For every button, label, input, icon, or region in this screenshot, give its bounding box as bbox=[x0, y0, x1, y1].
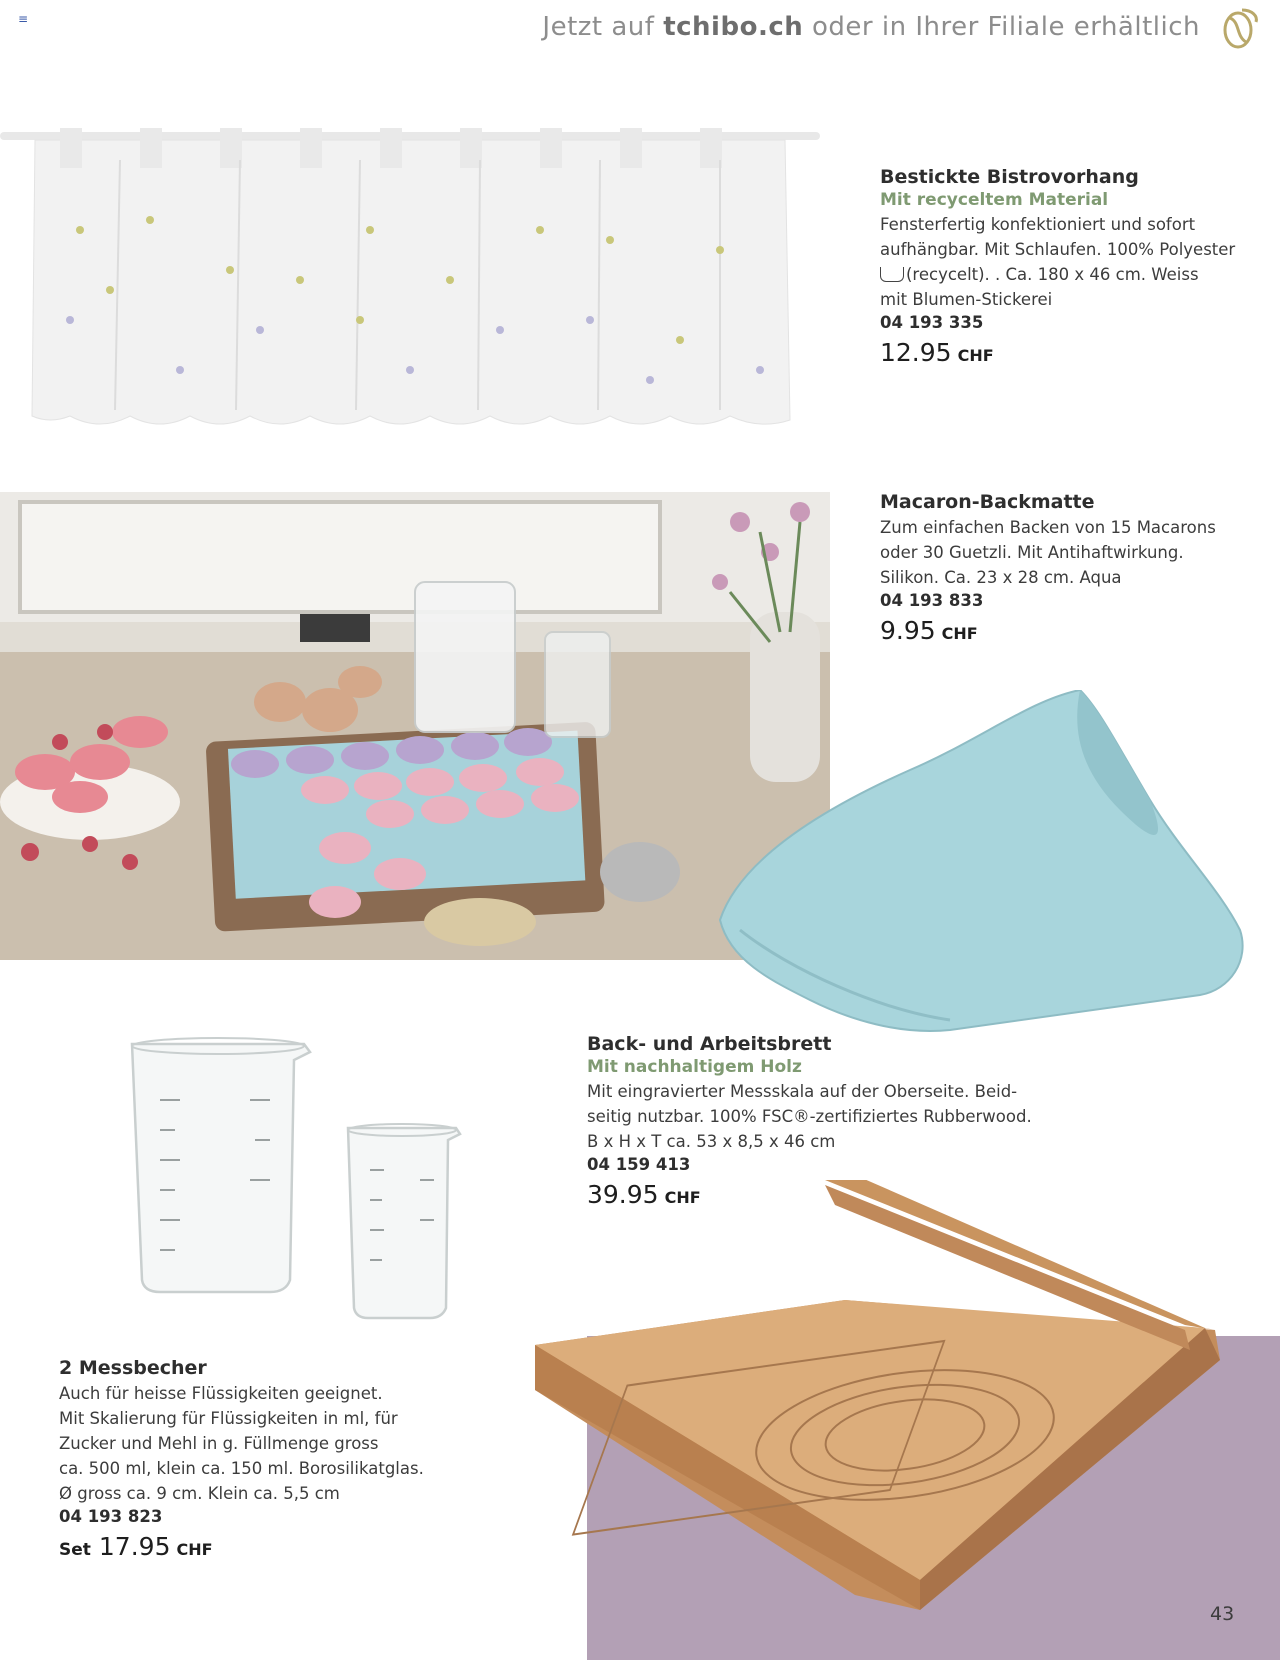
product-title: 2 Messbecher bbox=[59, 1357, 207, 1379]
product-price bbox=[880, 338, 1260, 367]
menu-icon[interactable]: ≡ bbox=[18, 12, 29, 26]
product-subtitle: Mit recyceltem Material bbox=[880, 190, 1109, 210]
desc-line-with-icon bbox=[880, 262, 1260, 287]
price-currency: CHF bbox=[176, 1540, 213, 1559]
product-sku: 04 159 413 bbox=[587, 1155, 691, 1174]
desc-line: Auch für heisse Flüssigkeiten geeignet. bbox=[59, 1384, 383, 1403]
messbecher-image bbox=[120, 1030, 480, 1330]
desc-line: (recycelt). . Ca. 180 x 46 cm. Weiss bbox=[906, 265, 1199, 284]
product-messbecher bbox=[59, 1357, 459, 1561]
product-subtitle: Mit nachhaltigem Holz bbox=[587, 1057, 802, 1077]
price-currency: CHF bbox=[957, 346, 994, 365]
page-header bbox=[0, 12, 1200, 42]
product-sku: 04 193 335 bbox=[880, 313, 984, 332]
price-prefix: Set bbox=[59, 1540, 91, 1560]
desc-line: Mit Skalierung für Flüssigkeiten in ml, für bbox=[59, 1409, 398, 1428]
price-value: 9.95 bbox=[880, 616, 936, 645]
curtain-image bbox=[0, 120, 830, 440]
tchibo-bean-logo-icon bbox=[1216, 6, 1260, 50]
desc-line: Zum einfachen Backen von 15 Macarons bbox=[880, 518, 1216, 537]
product-description bbox=[880, 515, 1260, 590]
arbeitsbrett-image bbox=[525, 1180, 1230, 1625]
product-price bbox=[59, 1532, 459, 1561]
product-title: Back- und Arbeitsbrett bbox=[587, 1033, 832, 1055]
desc-line: B x H x T ca. 53 x 8,5 x 46 cm bbox=[587, 1132, 836, 1151]
product-description bbox=[59, 1381, 459, 1506]
desc-line: Silikon. Ca. 23 x 28 cm. Aqua bbox=[880, 568, 1122, 587]
desc-line: mit Blumen-Stickerei bbox=[880, 290, 1053, 309]
header-brand[interactable]: tchibo.ch bbox=[663, 12, 804, 42]
price-value: 39.95 bbox=[587, 1180, 659, 1209]
desc-line: ca. 500 ml, klein ca. 150 ml. Borosilikatglas. bbox=[59, 1459, 424, 1478]
desc-line: Zucker und Mehl in g. Füllmenge gross bbox=[59, 1434, 379, 1453]
desc-line: Fensterfertig konfektioniert und sofort bbox=[880, 215, 1196, 234]
header-prefix: Jetzt auf bbox=[542, 12, 664, 42]
product-bistrovorhang bbox=[880, 166, 1260, 367]
desc-line: aufhängbar. Mit Schlaufen. 100% Polyester bbox=[880, 240, 1236, 259]
product-macaron-backmatte bbox=[880, 491, 1260, 645]
desc-line: seitig nutzbar. 100% FSC®-zertifiziertes Rubberwood. bbox=[587, 1107, 1032, 1126]
product-title: Bestickte Bistrovorhang bbox=[880, 166, 1139, 188]
price-value: 17.95 bbox=[98, 1532, 171, 1561]
price-value: 12.95 bbox=[880, 338, 952, 367]
desc-line: oder 30 Guetzli. Mit Antihaftwirkung. bbox=[880, 543, 1184, 562]
product-description bbox=[880, 212, 1260, 312]
product-price bbox=[880, 616, 1260, 645]
product-sku: 04 193 823 bbox=[59, 1507, 163, 1526]
price-currency: CHF bbox=[664, 1188, 701, 1207]
price-currency: CHF bbox=[941, 624, 978, 643]
desc-line: Mit eingravierter Messskala auf der Oberseite. Beid- bbox=[587, 1082, 1018, 1101]
washing-care-icon bbox=[880, 267, 904, 282]
backmatte-image bbox=[700, 690, 1260, 1040]
product-description bbox=[587, 1079, 1067, 1154]
desc-line: Ø gross ca. 9 cm. Klein ca. 5,5 cm bbox=[59, 1484, 340, 1503]
header-suffix: oder in Ihrer Filiale erhältlich bbox=[803, 12, 1200, 42]
product-sku: 04 193 833 bbox=[880, 591, 984, 610]
page-number: 43 bbox=[1210, 1603, 1235, 1625]
product-title: Macaron-Backmatte bbox=[880, 491, 1095, 513]
